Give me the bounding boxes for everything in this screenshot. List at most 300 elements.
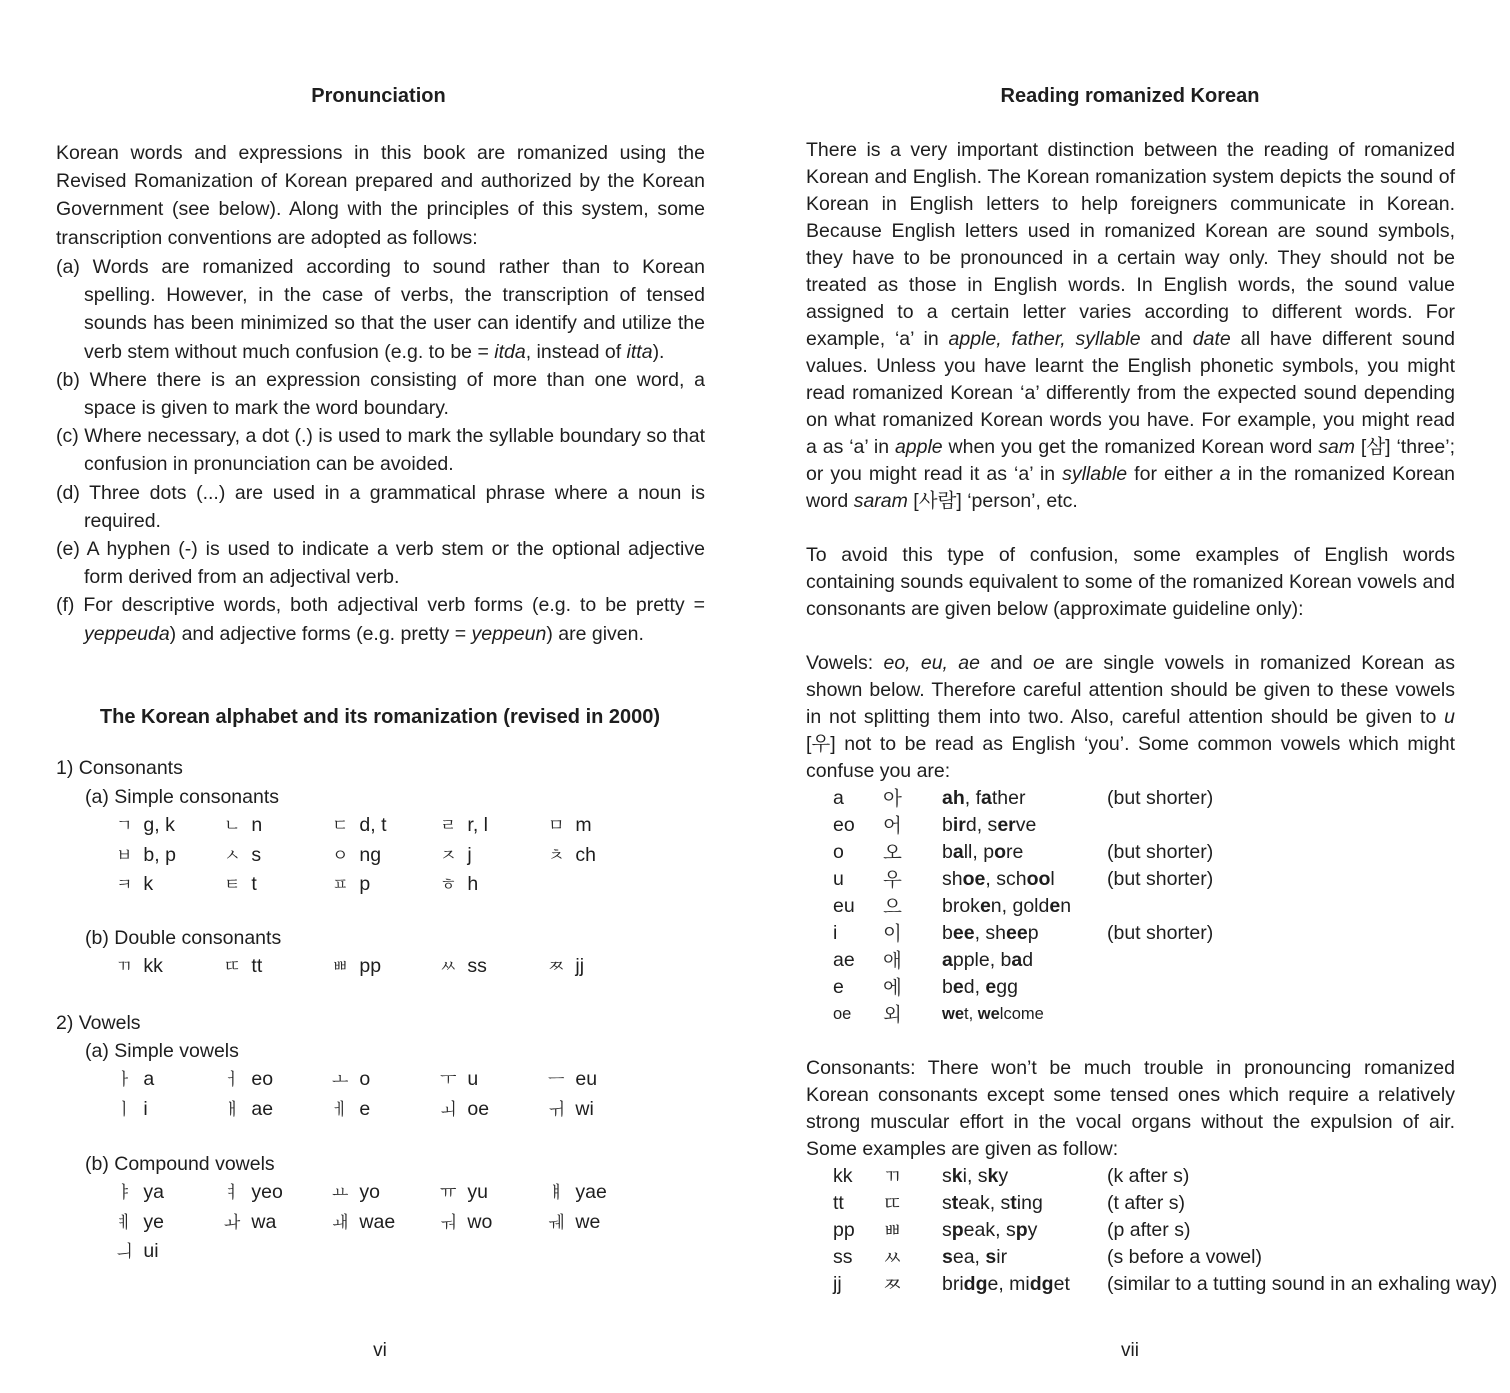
romanized-sound: oe: [833, 1005, 852, 1023]
hangul-letter: ㅎ: [440, 875, 457, 895]
text-segment: i, s: [962, 1165, 988, 1187]
note-label: (c): [56, 425, 79, 448]
note-item: [56, 591, 705, 647]
hangul-example: 이: [883, 922, 902, 945]
jamo-entry: [224, 1065, 332, 1095]
intro-paragraph: Korean words and expressions in this book are romanized using the Revised Romanization of Korean prepared and authorized by the Korean Government (see below). Along with the principles of this system, some transcription conventions are adopted as follows:: [56, 142, 705, 249]
romanization: oe: [462, 1097, 490, 1120]
romanization: pp: [354, 955, 382, 977]
romanization: m: [570, 814, 592, 836]
jamo-entry: [224, 841, 332, 871]
bold-text: oo: [1026, 868, 1051, 890]
romanization: j: [462, 843, 472, 866]
hangul-example: 에: [883, 976, 902, 999]
hangul-letter: ㅇ: [332, 845, 349, 866]
simple-consonants-label: (a) Simple consonants: [85, 786, 280, 808]
hangul-letter: ㅙ: [332, 1212, 349, 1233]
text-segment: There is a very important distinction between the reading of romanized Korean and English. The Korean romanization system depicts the sound of Korean in English letters to help foreigners communicate in Korean. Because English letters used in romanized Korean are sound symbols, they have to be pronounced in a certain way only. They should not be treated as those in English words. In English words, the sound value assigned to a certain letter varies according to different words. For example, ‘a’ in: [806, 139, 1455, 350]
double-consonants-grid: [116, 952, 656, 982]
reading-romanized-title: Reading romanized Korean: [1000, 85, 1260, 107]
note-item: [56, 422, 705, 478]
example-note: [1107, 947, 1407, 974]
bold-text: oe: [962, 868, 986, 890]
note-label: (f): [56, 594, 75, 617]
text-segment: re: [1006, 841, 1024, 863]
english-example: [942, 920, 1107, 947]
vowel-examples-table: [833, 785, 1407, 1028]
note-item: [56, 535, 705, 591]
jamo-entry: [116, 811, 224, 841]
jamo-entry: [116, 1178, 224, 1208]
italic-text: itda: [494, 340, 526, 363]
english-example: [942, 1190, 1107, 1217]
bold-text: e: [979, 895, 991, 917]
bold-text: ee: [1006, 922, 1028, 944]
romanization: wae: [354, 1210, 396, 1233]
pronunciation-title: Pronunciation: [311, 85, 446, 107]
romanized-sound: tt: [833, 1192, 844, 1214]
text-segment: Where there is an expression consisting of more than one word, a space is given to mark the word boundary.: [79, 368, 705, 420]
text-segment: y: [1027, 1219, 1038, 1241]
hangul-letter: ㅌ: [224, 875, 241, 895]
bold-text: ee: [952, 922, 975, 944]
jamo-entry: [224, 1178, 332, 1208]
text-segment: Vowels:: [806, 652, 884, 674]
bold-text: p: [951, 1219, 964, 1241]
page-number-left: vi: [373, 1340, 387, 1361]
text-segment: b: [942, 814, 953, 836]
example-note: (t after s): [1107, 1192, 1186, 1214]
romanization: we: [570, 1210, 601, 1233]
jamo-entry: [332, 870, 440, 900]
text-segment: , sh: [974, 922, 1006, 944]
jamo-entry: [440, 811, 548, 841]
romanized-sound: e: [833, 976, 844, 998]
text-segment: ther: [991, 787, 1026, 809]
jamo-entry: [440, 1178, 548, 1208]
romanization: g, k: [138, 814, 175, 836]
romanized-sound: i: [833, 922, 838, 944]
hangul-letter: ㅗ: [332, 1070, 349, 1090]
text-segment: , sch: [985, 868, 1027, 890]
romanization: ui: [138, 1240, 159, 1262]
note-label: (d): [56, 481, 80, 504]
romanization: yo: [354, 1181, 381, 1203]
hangul-example: ㄸ: [883, 1192, 902, 1215]
text-segment: t,: [964, 1005, 978, 1023]
romanization: eo: [246, 1068, 274, 1090]
hangul-letter: ㅓ: [224, 1070, 241, 1090]
hangul-letter: ㄴ: [224, 816, 241, 836]
jamo-entry: [332, 1178, 440, 1208]
text-segment: and: [979, 652, 1034, 674]
hangul-example: 어: [883, 814, 902, 837]
text-segment: ) and adjective forms (e.g. pretty =: [169, 622, 472, 645]
romanization: kk: [138, 955, 163, 977]
text-segment: eak, s: [958, 1192, 1011, 1214]
example-row: [833, 839, 1407, 866]
italic-text: yeppeun: [471, 622, 547, 645]
english-example: [942, 1271, 1107, 1298]
text-segment: s: [942, 1192, 952, 1214]
english-example: [942, 812, 1107, 839]
english-example: [942, 839, 1107, 866]
text-segment: b: [942, 976, 953, 998]
romanization: t: [246, 873, 257, 895]
hangul-letter: ㅍ: [332, 875, 349, 895]
jamo-entry: [548, 1178, 656, 1208]
vowels-paragraph: [806, 650, 1455, 785]
jamo-entry: [332, 811, 440, 841]
text-segment: b: [942, 841, 953, 863]
text-segment: For descriptive words, both adjectival verb forms (e.g. to be pretty =: [74, 594, 705, 617]
example-row: [833, 866, 1407, 893]
jamo-entry: [224, 1208, 332, 1238]
romanization: wi: [570, 1097, 594, 1120]
text-segment: ll, p: [963, 841, 995, 863]
bold-text: k: [951, 1165, 963, 1187]
hangul-letter: ㅢ: [116, 1242, 133, 1262]
text-segment: s: [942, 1219, 952, 1241]
compound-vowels-grid: [116, 1178, 656, 1267]
romanization: n: [246, 814, 263, 836]
page-number-right: vii: [1121, 1340, 1139, 1361]
jamo-entry: [332, 841, 440, 871]
hangul-letter: ㅛ: [332, 1183, 349, 1203]
hangul-letter: ㅊ: [548, 845, 565, 866]
example-row: [833, 1271, 1497, 1298]
bold-text: dg: [963, 1273, 988, 1295]
hangul-letter: ㅠ: [440, 1183, 457, 1203]
text-segment: in the romanized Korean word: [806, 463, 1456, 512]
text-segment: n: [1060, 895, 1072, 917]
text-segment: all have different sound values. Unless you have learnt the English phonetic symbols, you might read romanized Korean ‘a’ differently from the expected sound depending on what romanized Korean words you have. For example, you might read a as ‘a’ in: [806, 328, 1456, 458]
english-example: [942, 974, 1107, 1001]
hangul-letter: ㅆ: [440, 957, 457, 977]
bold-text: k: [987, 1165, 999, 1187]
jamo-entry: [548, 841, 656, 871]
bold-text: s: [942, 1246, 953, 1268]
jamo-entry: [440, 870, 548, 900]
italic-text: saram: [853, 490, 908, 512]
example-row: [833, 1244, 1497, 1271]
hangul-letter: ㅉ: [548, 957, 565, 977]
italic-text: sam: [1318, 436, 1356, 458]
romanization: yeo: [246, 1181, 283, 1203]
italic-text: itta: [626, 340, 653, 363]
italic-text: syllable: [1062, 463, 1128, 485]
romanization: e: [354, 1097, 371, 1120]
text-segment: ea,: [952, 1246, 986, 1268]
jamo-entry: [440, 1208, 548, 1238]
text-segment: d: [1022, 949, 1034, 971]
hangul-example: 아: [883, 787, 902, 810]
example-row: [833, 785, 1407, 812]
jamo-entry: [116, 952, 224, 982]
hangul-letter: ㅁ: [548, 816, 565, 836]
jamo-entry: [548, 811, 656, 841]
text-segment: eak, s: [963, 1219, 1016, 1241]
example-row: [833, 1001, 1407, 1028]
jamo-entry: [548, 1208, 656, 1238]
bold-text: ir: [952, 814, 966, 836]
text-segment: Words are romanized according to sound rather than to Korean spelling. However, in the case of verbs, the transcription of tensed sounds has been minimized so that the user can identify and utilize the verb stem without much confusion (e.g. to be =: [79, 256, 705, 363]
hangul-example: 애: [883, 949, 902, 972]
hangul-example: ㄲ: [883, 1165, 902, 1188]
romanization: d, t: [354, 814, 387, 836]
romanization: i: [138, 1097, 148, 1120]
jamo-entry: [224, 811, 332, 841]
hangul-letter: ㄷ: [332, 816, 349, 836]
bold-text: a: [1011, 949, 1023, 971]
example-row: [833, 1190, 1497, 1217]
jamo-entry: [116, 870, 224, 900]
hangul-letter: ㄹ: [440, 816, 457, 836]
bold-text: we: [977, 1005, 1000, 1023]
example-note: (p after s): [1107, 1219, 1191, 1241]
romanization: jj: [570, 955, 585, 977]
hangul-letter: ㅅ: [224, 845, 241, 866]
italic-text: date: [1192, 328, 1231, 350]
consonants-heading: 1) Consonants: [56, 757, 183, 779]
romanized-sound: pp: [833, 1219, 855, 1241]
hangul-letter: ㅟ: [548, 1099, 565, 1120]
hangul-letter: ㅋ: [116, 875, 133, 895]
romanization: yu: [462, 1181, 489, 1203]
text-segment: p: [1027, 922, 1039, 944]
compound-vowels-label: (b) Compound vowels: [85, 1153, 275, 1175]
hangul-letter: ㅘ: [224, 1212, 241, 1233]
romanization: h: [462, 873, 479, 895]
bold-text: er: [997, 814, 1016, 836]
hangul-letter: ㅐ: [224, 1099, 241, 1120]
example-note: (but shorter): [1107, 922, 1214, 944]
text-segment: Three dots (...) are used in a grammatical phrase where a noun is required.: [79, 481, 705, 532]
note-label: (a): [56, 256, 80, 278]
hangul-letter: ㅡ: [548, 1070, 565, 1090]
hangul-example: 외: [883, 1003, 902, 1026]
romanization: a: [138, 1068, 155, 1090]
hangul-letter: ㅖ: [116, 1212, 133, 1233]
romanization: wo: [462, 1210, 493, 1233]
simple-consonants-grid: [116, 811, 656, 900]
jamo-entry: [224, 952, 332, 982]
bold-text: o: [994, 841, 1006, 863]
bold-text: p: [1015, 1219, 1028, 1241]
example-row: [833, 893, 1407, 920]
text-segment: , f: [964, 787, 982, 809]
hangul-letter: ㅞ: [548, 1212, 565, 1233]
consonant-examples-table: [833, 1163, 1497, 1298]
romanized-sound: eo: [833, 814, 855, 836]
jamo-entry: [440, 952, 548, 982]
confusion-paragraph: To avoid this type of confusion, some examples of English words containing sounds equivalent to some of the romanized Korean vowels and consonants are given below (approximate guideline only):: [806, 544, 1455, 620]
jamo-entry: [116, 1065, 224, 1095]
romanization: ng: [354, 843, 382, 866]
hangul-letter: ㄸ: [224, 957, 241, 977]
hangul-example: ㅉ: [883, 1273, 902, 1296]
hangul-letter: ㅕ: [224, 1183, 241, 1203]
bold-text: s: [985, 1246, 997, 1268]
text-segment: ve: [1015, 814, 1037, 836]
romanized-sound: eu: [833, 895, 855, 917]
text-segment: are single vowels in romanized Korean as shown below. Therefore careful attention should be given to these vowels in not splitting them into two. Also, careful attention should be given to: [806, 652, 1456, 728]
bold-text: e: [1049, 895, 1061, 917]
jamo-entry: [332, 1065, 440, 1095]
romanization: p: [354, 873, 371, 895]
simple-vowels-label: (a) Simple vowels: [85, 1040, 239, 1062]
romanization: s: [246, 843, 262, 866]
jamo-entry: [440, 1095, 548, 1125]
hangul-example: 우: [883, 868, 902, 891]
english-example: [942, 893, 1107, 920]
bold-text: e: [952, 976, 964, 998]
text-segment: , instead of: [525, 340, 627, 363]
romanization: u: [462, 1068, 479, 1090]
romanized-sound: ae: [833, 949, 855, 971]
jamo-entry: [224, 1095, 332, 1125]
jamo-entry: [332, 952, 440, 982]
jamo-entry: [116, 1095, 224, 1125]
english-example: [942, 866, 1107, 893]
english-example: [942, 1217, 1107, 1244]
bold-text: dg: [1029, 1273, 1054, 1295]
example-row: [833, 974, 1407, 1001]
bold-text: e: [985, 976, 997, 998]
bold-text: a: [981, 787, 992, 809]
romanization: eu: [570, 1068, 598, 1090]
example-row: [833, 947, 1407, 974]
hangul-letter: ㅑ: [116, 1183, 133, 1203]
text-segment: and: [1140, 328, 1193, 350]
romanization: r, l: [462, 814, 489, 836]
distinction-paragraph: [806, 137, 1455, 515]
bold-text: t: [951, 1192, 959, 1214]
romanized-sound: kk: [833, 1165, 853, 1187]
text-segment: d, s: [965, 814, 998, 836]
text-segment: d,: [963, 976, 986, 998]
romanization: k: [138, 873, 154, 895]
italic-text: apple: [894, 436, 943, 458]
romanized-sound: a: [833, 787, 844, 809]
example-row: [833, 1217, 1497, 1244]
italic-text: apple, father, syllable: [948, 328, 1141, 350]
hangul-letter: ㅚ: [440, 1099, 457, 1120]
romanized-sound: o: [833, 841, 844, 863]
romanization: o: [354, 1068, 371, 1090]
text-segment: brok: [942, 895, 980, 917]
romanized-sound: ss: [833, 1246, 853, 1268]
text-segment: [삼] ‘three’; or you might read it as ‘a’ in: [806, 436, 1455, 485]
hangul-letter: ㅒ: [548, 1183, 565, 1203]
italic-text: a: [1219, 463, 1231, 485]
transcription-notes: [56, 253, 705, 648]
bold-text: t: [1010, 1192, 1017, 1214]
hangul-example: ㅆ: [883, 1246, 902, 1269]
romanization: b, p: [138, 843, 176, 866]
italic-text: oe: [1033, 652, 1055, 674]
english-example: [942, 785, 1107, 812]
bold-text: a: [942, 949, 953, 971]
bold-text: a: [952, 841, 964, 863]
romanization: ya: [138, 1181, 165, 1203]
vowels-heading: 2) Vowels: [56, 1012, 141, 1034]
romanization: ye: [138, 1210, 165, 1233]
text-segment: A hyphen (-) is used to indicate a verb stem or the optional adjective form derived from an adjectival verb.: [79, 538, 705, 589]
english-example: [942, 1001, 1107, 1028]
example-note: (similar to a tutting sound in an exhaling way): [1107, 1273, 1498, 1295]
example-note: [1107, 974, 1407, 1001]
hangul-letter: ㄱ: [116, 816, 133, 836]
example-row: [833, 1163, 1497, 1190]
jamo-entry: [224, 870, 332, 900]
jamo-entry: [116, 1208, 224, 1238]
example-note: [1107, 893, 1407, 920]
text-segment: bri: [942, 1273, 964, 1295]
text-segment: et: [1053, 1273, 1070, 1295]
example-note: [1107, 812, 1407, 839]
hangul-letter: ㅂ: [116, 845, 133, 866]
jamo-entry: [332, 1208, 440, 1238]
hangul-letter: ㄲ: [116, 957, 133, 977]
romanization: tt: [246, 955, 263, 977]
romanized-sound: jj: [833, 1273, 842, 1295]
text-segment: when you get the romanized Korean word: [942, 436, 1319, 458]
text-segment: b: [942, 922, 953, 944]
text-segment: for either: [1127, 463, 1220, 485]
romanization: ae: [246, 1097, 274, 1120]
text-segment: e, mi: [987, 1273, 1030, 1295]
text-segment: ing: [1016, 1192, 1043, 1214]
romanization: yae: [570, 1181, 607, 1203]
italic-text: yeppeuda: [84, 622, 170, 645]
alphabet-title: The Korean alphabet and its romanization (revised in 2000): [99, 706, 661, 728]
text-segment: y: [998, 1165, 1009, 1187]
jamo-entry: [548, 1095, 656, 1125]
jamo-entry: [332, 1095, 440, 1125]
italic-text: eo, eu, ae: [883, 652, 980, 674]
example-note: (s before a vowel): [1107, 1246, 1262, 1268]
hangul-letter: ㅏ: [116, 1070, 133, 1090]
text-segment: n, gold: [990, 895, 1050, 917]
romanized-sound: u: [833, 868, 844, 890]
double-consonants-label: (b) Double consonants: [85, 927, 282, 949]
text-segment: s: [942, 1165, 952, 1187]
consonants-paragraph: Consonants: There won’t be much trouble in pronouncing romanized Korean consonants except some tensed ones which require a relatively strong muscular effort in the vocal organs without the expulsion of air. Some examples are given as follow:: [806, 1057, 1455, 1160]
text-segment: gg: [996, 976, 1018, 998]
text-segment: ).: [652, 340, 665, 363]
hangul-example: 으: [883, 895, 902, 918]
italic-text: u: [1444, 706, 1455, 728]
romanization: ch: [570, 843, 597, 866]
text-segment: l: [1050, 868, 1055, 890]
bold-text: we: [942, 1005, 965, 1023]
example-note: [1107, 1001, 1407, 1028]
example-note: (but shorter): [1107, 787, 1214, 809]
jamo-entry: [548, 1065, 656, 1095]
hangul-letter: ㅈ: [440, 845, 457, 866]
example-row: [833, 920, 1407, 947]
text-segment: [우] not to be read as English ‘you’. Some common vowels which might confuse you are:: [806, 733, 1455, 782]
example-row: [833, 812, 1407, 839]
text-segment: sh: [942, 868, 963, 890]
hangul-letter: ㅃ: [332, 957, 349, 977]
jamo-entry: [440, 841, 548, 871]
bold-text: ah: [942, 787, 965, 809]
text-segment: [사람] ‘person’, etc.: [907, 490, 1078, 512]
text-segment: ) are given.: [546, 622, 644, 645]
jamo-entry: [116, 1237, 224, 1267]
